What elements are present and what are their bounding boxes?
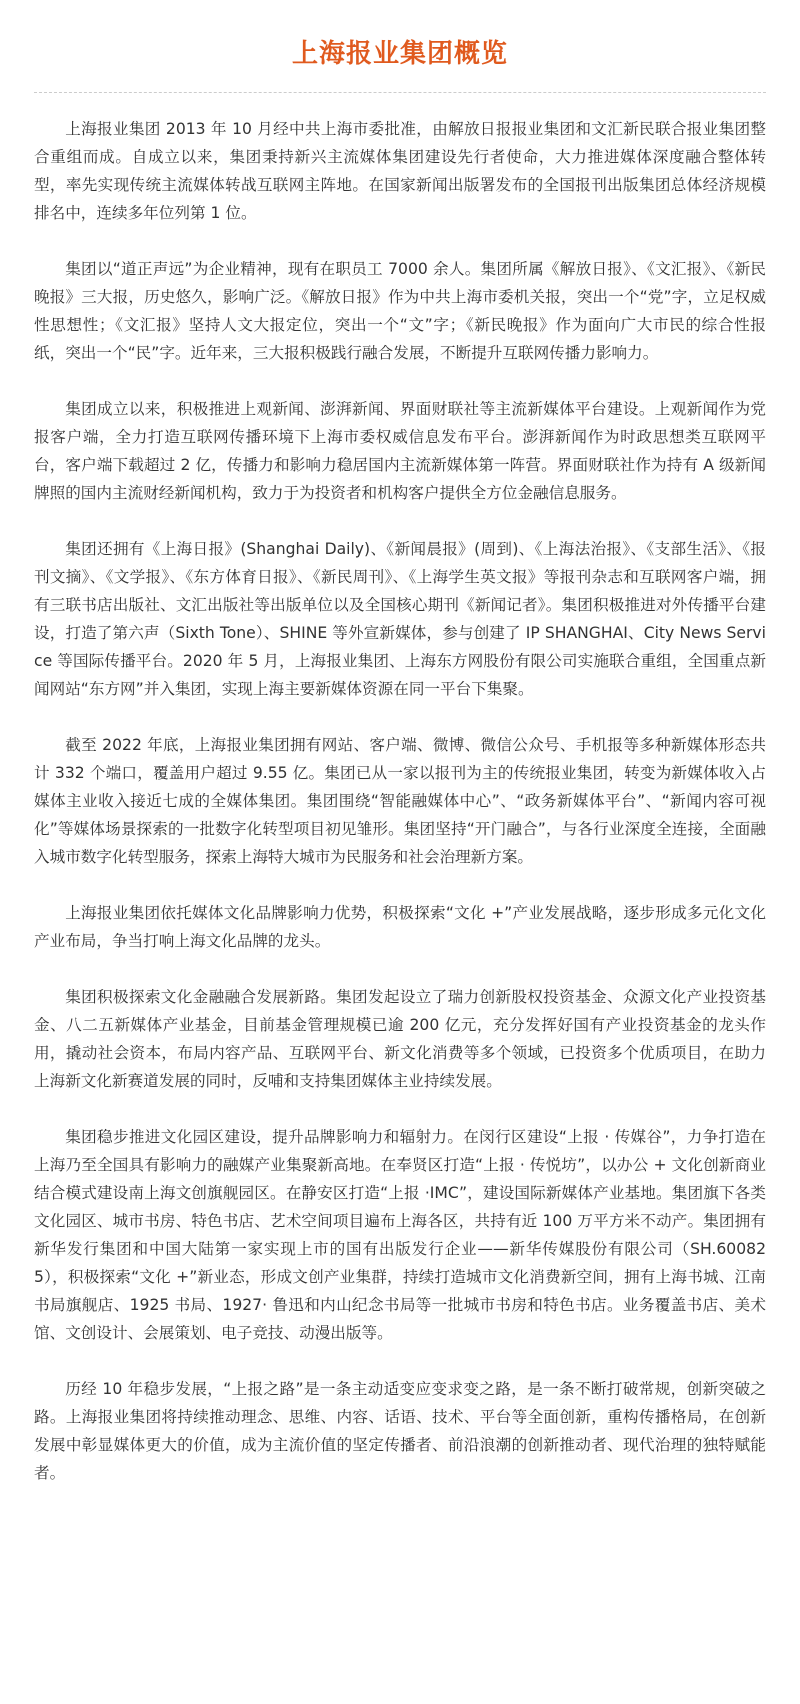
paragraph-7: 集团积极探索文化金融融合发展新路。集团发起设立了瑞力创新股权投资基金、众源文化产业投资基金、八二五新媒体产业基金，目前基金管理规模已逾 200 亿元，充分发挥好国有产业投资基金的龙头作用，撬动社会资本，布局内容产品、互联网平台、新文化消费等多个领域，已投资多个优质项目，在助力上海新文化新赛道发展的同时，反哺和支持集团媒体主业持续发展。: [34, 988, 766, 1090]
paragraph-6: 上海报业集团依托媒体文化品牌影响力优势，积极探索“文化 +”产业发展战略，逐步形成多元化文化产业布局，争当打响上海文化品牌的龙头。: [34, 904, 766, 950]
title-divider: [34, 92, 766, 93]
paragraph-5: 截至 2022 年底，上海报业集团拥有网站、客户端、微博、微信公众号、手机报等多种新媒体形态共计 332 个端口，覆盖用户超过 9.55 亿。集团已从一家以报刊为主的传统报业集团，转变为新媒体收入占媒体主业收入接近七成的全媒体集团。集团围绕“智能融媒体中心”、“政务新媒体平台”、“新闻内容可视化”等媒体场景探索的一批数字化转型项目初见雏形。集团坚持“开门融合”，与各行业深度全连接，全面融入城市数字化转型服务，探索上海特大城市为民服务和社会治理新方案。: [34, 736, 766, 866]
paragraph-9: 历经 10 年稳步发展，“上报之路”是一条主动适变应变求变之路，是一条不断打破常规，创新突破之路。上海报业集团将持续推动理念、思维、内容、话语、技术、平台等全面创新，重构传播格局，在创新发展中彰显媒体更大的价值，成为主流价值的坚定传播者、前沿浪潮的创新推动者、现代治理的独特赋能者。: [34, 1380, 766, 1482]
article-body: [34, 115, 766, 1487]
paragraph-4: 集团还拥有《上海日报》(Shanghai Daily)、《新闻晨报》(周到)、《上海法治报》、《支部生活》、《报刊文摘》、《文学报》、《东方体育日报》、《新民周刊》、《上海学生英文报》等报刊杂志和互联网客户端，拥有三联书店出版社、文汇出版社等出版单位以及全国核心期刊《新闻记者》。集团积极推进对外传播平台建设，打造了第六声（Sixth Tone）、SHINE 等外宣新媒体，参与创建了 IP SHANGHAI、City News Service 等国际传播平台。2020 年 5 月，上海报业集团、上海东方网股份有限公司实施联合重组，全国重点新闻网站“东方网”并入集团，实现上海主要新媒体资源在同一平台下集聚。: [34, 540, 766, 698]
page-title: 上海报业集团概览: [291, 39, 508, 69]
paragraph-3: 集团成立以来，积极推进上观新闻、澎湃新闻、界面财联社等主流新媒体平台建设。上观新闻作为党报客户端，全力打造互联网传播环境下上海市委权威信息发布平台。澎湃新闻作为时政思想类互联网平台，客户端下载超过 2 亿，传播力和影响力稳居国内主流新媒体第一阵营。界面财联社作为持有 A 级新闻牌照的国内主流财经新闻机构，致力于为投资者和机构客户提供全方位金融信息服务。: [34, 400, 766, 502]
paragraph-8: 集团稳步推进文化园区建设，提升品牌影响力和辐射力。在闵行区建设“上报 · 传媒谷”，力争打造在上海乃至全国具有影响力的融媒产业集聚新高地。在奉贤区打造“上报 · 传悦坊”，以办公 + 文化创新商业结合模式建设南上海文创旗舰园区。在静安区打造“上报 ·IMC”，建设国际新媒体产业基地。集团旗下各类文化园区、城市书房、特色书店、艺术空间项目遍布上海各区，共持有近 100 万平方米不动产。集团拥有新华发行集团和中国大陆第一家实现上市的国有出版发行企业——新华传媒股份有限公司（SH.600825），积极探索“文化 +”新业态，形成文创产业集群，持续打造城市文化消费新空间，拥有上海书城、江南书局旗舰店、1925 书局、1927· 鲁迅和内山纪念书局等一批城市书房和特色书店。业务覆盖书店、美术馆、文创设计、会展策划、电子竞技、动漫出版等。: [34, 1128, 766, 1342]
paragraph-1: 上海报业集团 2013 年 10 月经中共上海市委批准，由解放日报报业集团和文汇新民联合报业集团整合重组而成。自成立以来，集团秉持新兴主流媒体集团建设先行者使命，大力推进媒体深度融合整体转型，率先实现传统主流媒体转战互联网主阵地。在国家新闻出版署发布的全国报刊出版集团总体经济规模排名中，连续多年位列第 1 位。: [34, 120, 766, 222]
paragraph-2: 集团以“道正声远”为企业精神，现有在职员工 7000 余人。集团所属《解放日报》、《文汇报》、《新民晚报》三大报，历史悠久，影响广泛。《解放日报》作为中共上海市委机关报，突出一个“党”字，立足权威性思想性；《文汇报》坚持人文大报定位，突出一个“文”字；《新民晚报》作为面向广大市民的综合性报纸，突出一个“民”字。近年来，三大报积极践行融合发展，不断提升互联网传播力影响力。: [34, 260, 766, 362]
